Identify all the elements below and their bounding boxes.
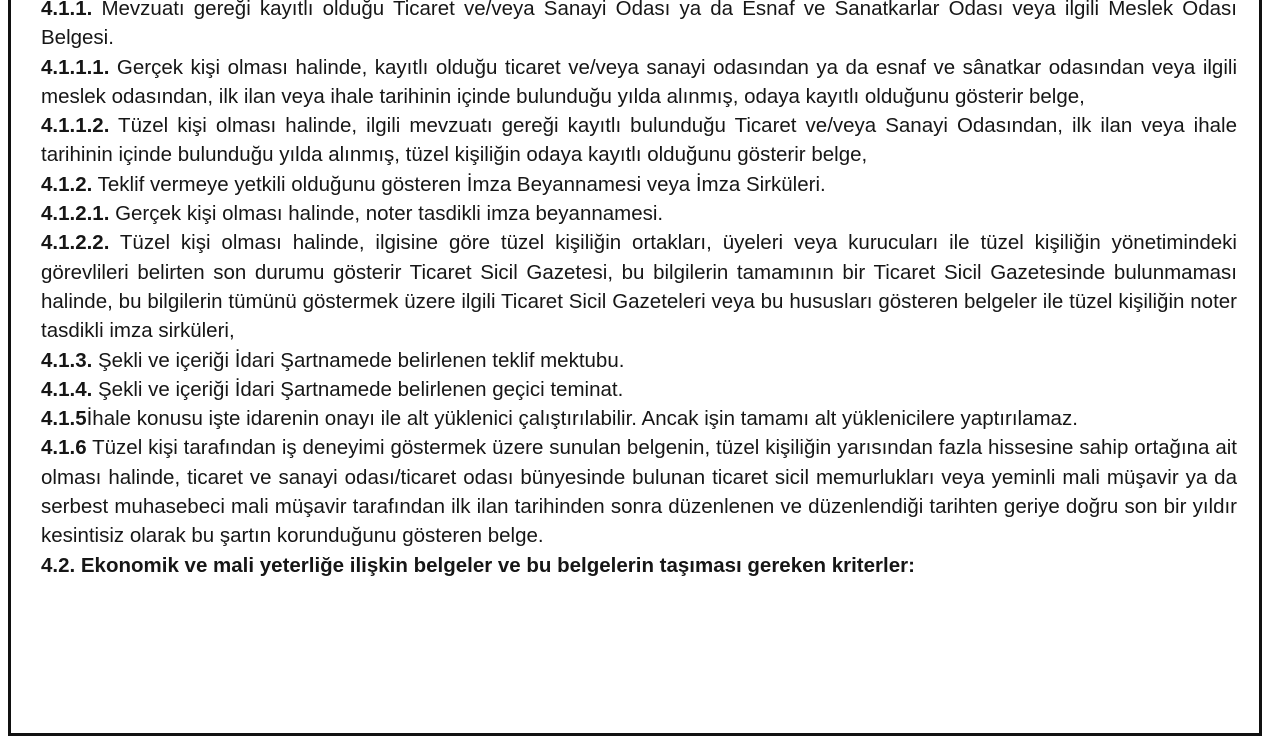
paragraph-4-1-4 bbox=[41, 375, 1237, 404]
paragraph-text: Tüzel kişi tarafından iş deneyimi göstermek üzere sunulan belgenin, tüzel kişiliğin yarısından fazla hissesine sahip ortağına ait olması halinde, ticaret ve sanayi odası/ticaret odası bünyesinde bulunan ticaret sicil memurlukları veya yeminli mali müşavir ya da serbest muhasebeci mali müşavir tarafından ilk ilan tarihinden sonra düzenlenen ve düzenlendiği tarihten geriye doğru son bir yıldır kesintisiz olarak bu şartın korunduğunu gösteren belge. bbox=[41, 436, 1237, 548]
paragraph-number: 4.1.2.2. bbox=[41, 231, 110, 255]
paragraph-text: İhale konusu işte idarenin onayı ile alt yüklenici çalıştırılabilir. Ancak işin tamamı alt yüklenicilere yaptırılamaz. bbox=[86, 407, 1078, 431]
paragraph-number: 4.1.4. bbox=[41, 377, 93, 401]
paragraph-text: Gerçek kişi olması halinde, noter tasdikli imza beyannamesi. bbox=[109, 202, 664, 226]
paragraph-text: Tüzel kişi olması halinde, ilgili mevzuatı gereği kayıtlı bulunduğu Ticaret ve/veya Sanayi Odasından, ilk ilan veya ihale tarihinin içinde bulunduğu yılda alınmış, tüzel kişiliğin odaya kayıtlı olduğunu gösterir belge, bbox=[41, 114, 1237, 167]
paragraph-4-1-1-1 bbox=[41, 53, 1237, 112]
document-frame bbox=[8, 0, 1262, 736]
paragraph-number: 4.1.5 bbox=[41, 407, 87, 431]
paragraph-number: 4.1.2.1. bbox=[41, 202, 110, 226]
paragraph-4-1-5 bbox=[41, 404, 1237, 433]
paragraph-number: 4.1.3. bbox=[41, 348, 93, 372]
paragraph-text: Tüzel kişi olması halinde, ilgisine göre tüzel kişiliğin ortakları, üyeleri veya kurucuları ile tüzel kişiliğin yönetimindeki görevlileri belirten son durumu gösterir Ticaret Sicil Gazetesi, bu bilgilerin tamamının bir Ticaret Sicil Gazetesinde bulunmaması halinde, bu bilgilerin tümünü göstermek üzere ilgili Ticaret Sicil Gazeteleri veya bu hususları gösteren belgeler ile tüzel kişiliğin noter tasdikli imza sirküleri, bbox=[41, 231, 1237, 343]
paragraph-text: Şekli ve içeriği İdari Şartnamede belirlenen geçici teminat. bbox=[92, 377, 624, 401]
paragraph-4-1-2-2 bbox=[41, 228, 1237, 345]
paragraph-text: Mevzuatı gereği kayıtlı olduğu Ticaret ve/veya Sanayi Odası ya da Esnaf ve Sanatkarlar Odası veya ilgili Meslek Odası Belgesi. bbox=[41, 0, 1237, 50]
section-heading-4-2: 4.2. Ekonomik ve mali yeterliğe ilişkin belgeler ve bu belgelerin taşıması gereken kriterler: bbox=[41, 553, 915, 577]
paragraph-number: 4.1.1.1. bbox=[41, 55, 110, 79]
paragraph-number: 4.1.2. bbox=[41, 172, 93, 196]
paragraph-4-1-6 bbox=[41, 433, 1237, 550]
paragraph-text: Şekli ve içeriği İdari Şartnamede belirlenen teklif mektubu. bbox=[92, 348, 625, 372]
document-body bbox=[41, 0, 1237, 580]
paragraph-number: 4.1.1. bbox=[41, 0, 93, 20]
paragraph-4-1-1-2 bbox=[41, 111, 1237, 170]
paragraph-number: 4.1.1.2. bbox=[41, 114, 110, 138]
paragraph-text: Gerçek kişi olması halinde, kayıtlı olduğu ticaret ve/veya sanayi odasından ya da esnaf ve sânatkar odasından veya ilgili meslek odasından, ilk ilan veya ihale tarihinin içinde bulunduğu yılda alınmış, odaya kayıtlı olduğunu gösterir belge, bbox=[41, 55, 1237, 108]
paragraph-number: 4.1.6 bbox=[41, 436, 87, 460]
paragraph-4-1-3 bbox=[41, 346, 1237, 375]
paragraph-4-1-1 bbox=[41, 0, 1237, 53]
paragraph-text: Teklif vermeye yetkili olduğunu gösteren İmza Beyannamesi veya İmza Sirküleri. bbox=[92, 172, 826, 196]
paragraph-4-1-2-1 bbox=[41, 199, 1237, 228]
paragraph-4-1-2 bbox=[41, 170, 1237, 199]
